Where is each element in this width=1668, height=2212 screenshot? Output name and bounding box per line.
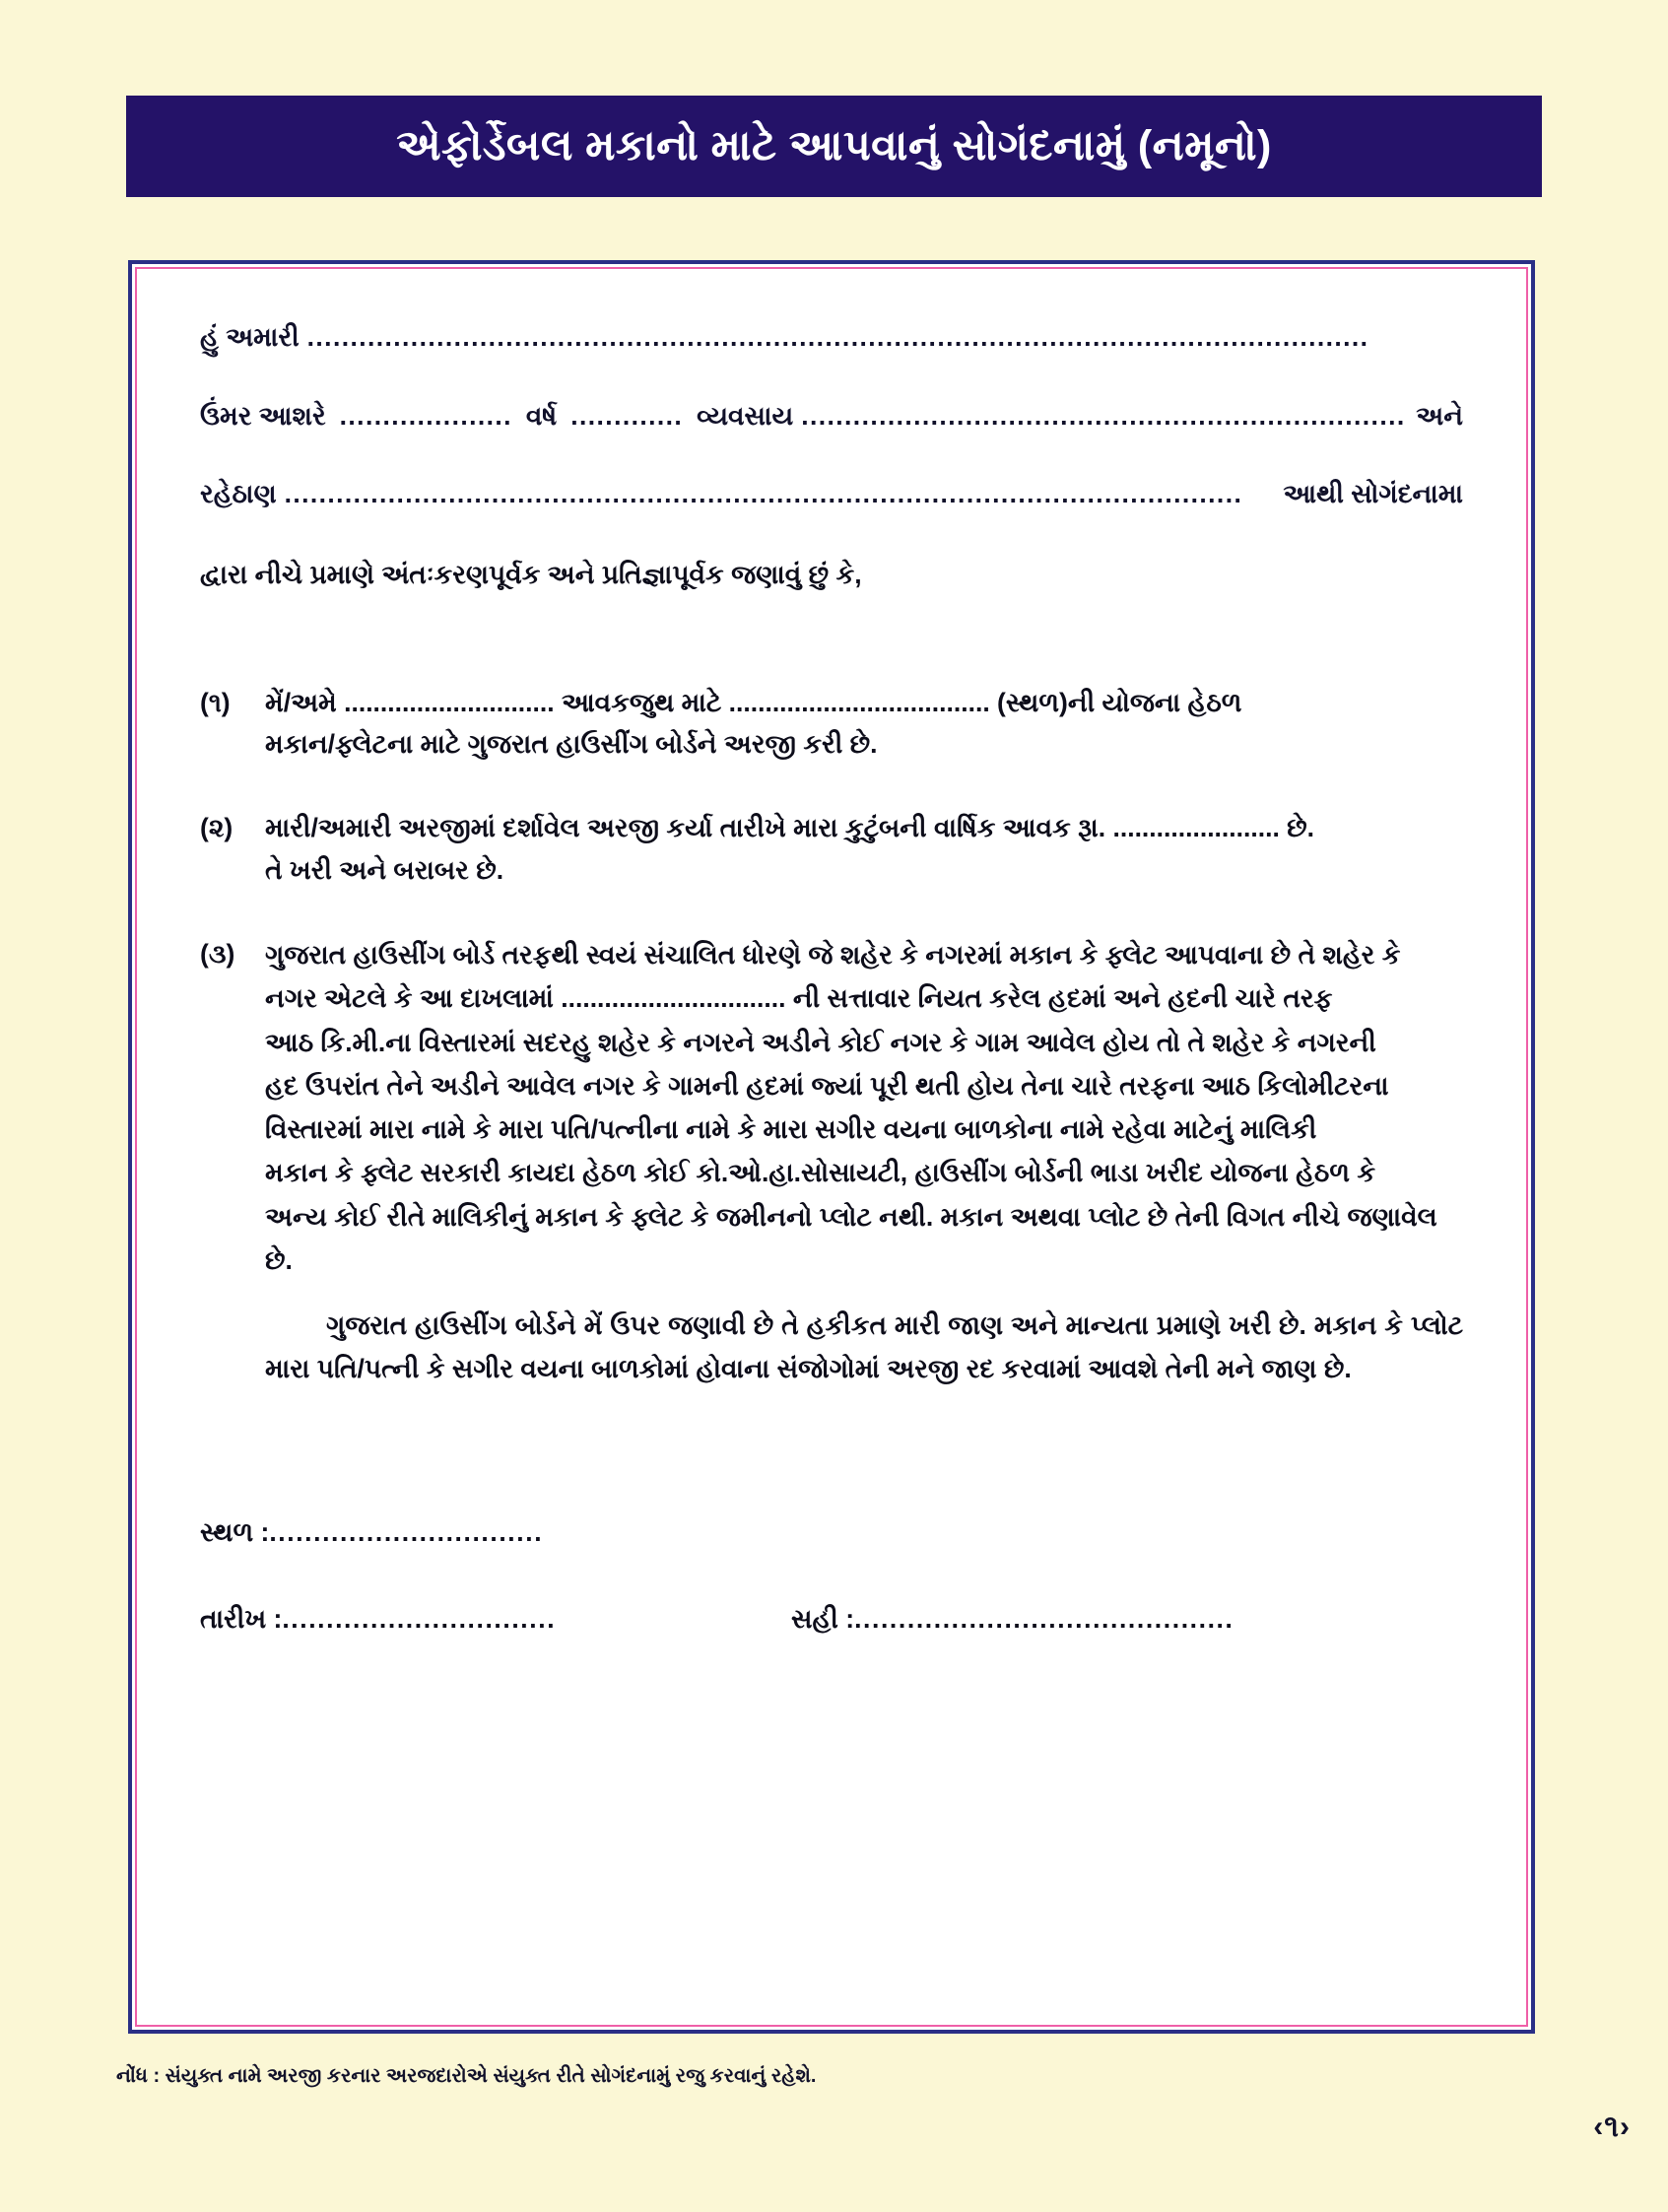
affidavit-content-box [128, 260, 1535, 2034]
signature-block [200, 1517, 1463, 1636]
occupation-blank[interactable]: ...................................................................... [801, 402, 1406, 429]
place-row [200, 1517, 1463, 1549]
clause-text [265, 933, 1463, 1391]
clause-line: મકાન/ફ્લેટના માટે ગુજરાત હાઉસીંગ બોર્ડને અરજી કરી છે. [265, 729, 878, 760]
closing-paragraph: ગુજરાત હાઉસીંગ બોર્ડને મેં ઉપર જણાવી છે તે હકીકત મારી જાણ અને માન્યતા પ્રમાણે ખરી છે. મકાન કે પ્લોટ મારા પતિ/પત્ની કે સગીર વયના બાળકોમાં હોવાના સંજોગોમાં અરજી રદ કરવામાં આવશે તેની મને જાણ છે. [265, 1310, 1463, 1384]
declaration-sentence: દ્વારા નીચે પ્રમાણે અંતઃકરણપૂર્વક અને પ્રતિજ્ઞાપૂર્વક જણાવું છું કે, [200, 559, 862, 589]
place-field[interactable] [200, 1517, 543, 1549]
clause-text [265, 807, 1463, 892]
clause-line: ગુજરાત હાઉસીંગ બોર્ડ તરફથી સ્વયં સંચાલિત ધોરણે જે શહેર કે નગરમાં મકાન કે ફ્લેટ આપવાના છે તે શહેર કે [265, 940, 1401, 971]
clause-item [200, 682, 1463, 767]
declarant-name-blank[interactable]: ........................................................................................................................... [306, 324, 1369, 351]
date-label: તારીખ : [200, 1603, 283, 1634]
page-title: એફોર્ડેબલ મકાનો માટે આપવાનું સોગંદનામું (નમૂનો) [396, 121, 1272, 169]
clause-number: (૧) [200, 687, 231, 717]
clause-item [200, 807, 1463, 892]
place-label: સ્થળ : [200, 1516, 270, 1547]
clause-item [200, 933, 1463, 1391]
clause-list [200, 682, 1463, 1391]
declarant-name-label: હું અમારી [200, 322, 300, 352]
clause-line: હદ ઉપરાંત તેને અડીને આવેલ નગર કે ગામની હદમાં જ્યાં પૂરી થતી હોય તેના ચારે તરફના આઠ કિલોમીટરના [265, 1070, 1389, 1101]
year-blank[interactable]: ............. [570, 400, 684, 431]
clause-number: (૨) [200, 813, 234, 843]
and-conjunction: અને [1416, 400, 1463, 431]
clause-line: છે. [265, 1244, 293, 1275]
year-label: વર્ષ [525, 400, 558, 431]
date-and-signature-row [200, 1604, 1463, 1636]
age-label: ઉંમર આશરે [200, 400, 326, 431]
age-blank[interactable]: .................... [339, 400, 512, 431]
clause-text [265, 682, 1463, 767]
declarant-name-row [200, 324, 1463, 351]
residence-tail-text: આથી સોગંદનામા [1283, 479, 1463, 508]
clause-line: મેં/અમે ............................. આવકજુથ માટે .................................... (સ્થળ)ની યોજના હેઠળ [265, 687, 1242, 717]
clause-line: આઠ કિ.મી.ના વિસ્તારમાં સદરહુ શહેર કે નગરને અડીને કોઈ નગર કે ગામ આવેલ હોય તો તે શહેર કે નગરની [265, 1027, 1376, 1057]
clause-line: નગર એટલે કે આ દાખલામાં ............................... ની સત્તાવાર નિયત કરેલ હદમાં અને હદની ચારે તરફ [265, 983, 1333, 1014]
clause-line: મકાન કે ફ્લેટ સરકારી કાયદા હેઠળ કોઈ કો.ઓ.હા.સોસાયટી, હાઉસીંગ બોર્ડની ભાડા ખરીદ યોજના હેઠળ કે [265, 1158, 1376, 1188]
declarant-age-row [200, 400, 1463, 431]
title-banner [126, 96, 1542, 197]
signature-blank[interactable]: ........................................... [854, 1603, 1234, 1634]
clause-line: અન્ય કોઈ રીતે માલિકીનું મકાન કે ફ્લેટ કે જમીનનો પ્લોટ નથી. મકાન અથવા પ્લોટ છે તેની વિગત નીચે જણાવેલ [265, 1201, 1437, 1232]
date-blank[interactable]: ............................... [282, 1603, 557, 1634]
clause-line: વિસ્તારમાં મારા નામે કે મારા પતિ/પત્નીના નામે કે મારા સગીર વયના બાળકોના નામે રહેવા માટેનું માલિકી [265, 1114, 1317, 1145]
page-number-bracket-right: › [1620, 2111, 1631, 2143]
content-area [137, 269, 1526, 2025]
footnote-note: નોંધ : સંયુક્ત નામે અરજી કરનાર અરજદારોએ સંયુક્ત રીતે સોગંદનામું રજુ કરવાનું રહેશે. [116, 2065, 817, 2087]
declarant-residence-row [200, 481, 1463, 507]
clause-line: તે ખરી અને બરાબર છે. [265, 855, 504, 886]
place-blank[interactable]: ............................... [269, 1516, 544, 1547]
content-box-inner-border [135, 267, 1528, 2027]
page-number-value: ૧ [1604, 2111, 1620, 2143]
date-field[interactable] [200, 1604, 791, 1636]
clause-line: મારી/અમારી અરજીમાં દર્શાવેલ અરજી કર્યા તારીખે મારા કુટુંબની વાર્ષિક આવક રૂા. ....................... છે. [265, 813, 1315, 843]
occupation-label: વ્યવસાય [697, 400, 794, 431]
clause-number: (૩) [200, 939, 235, 970]
signature-field[interactable] [791, 1604, 1234, 1636]
signature-label: સહી : [791, 1603, 855, 1634]
residence-blank[interactable]: ............................................................................................................... [284, 481, 1243, 507]
page-number [1593, 2111, 1631, 2144]
page-number-bracket-left: ‹ [1593, 2111, 1605, 2143]
residence-label: રહેઠાણ [200, 479, 277, 508]
